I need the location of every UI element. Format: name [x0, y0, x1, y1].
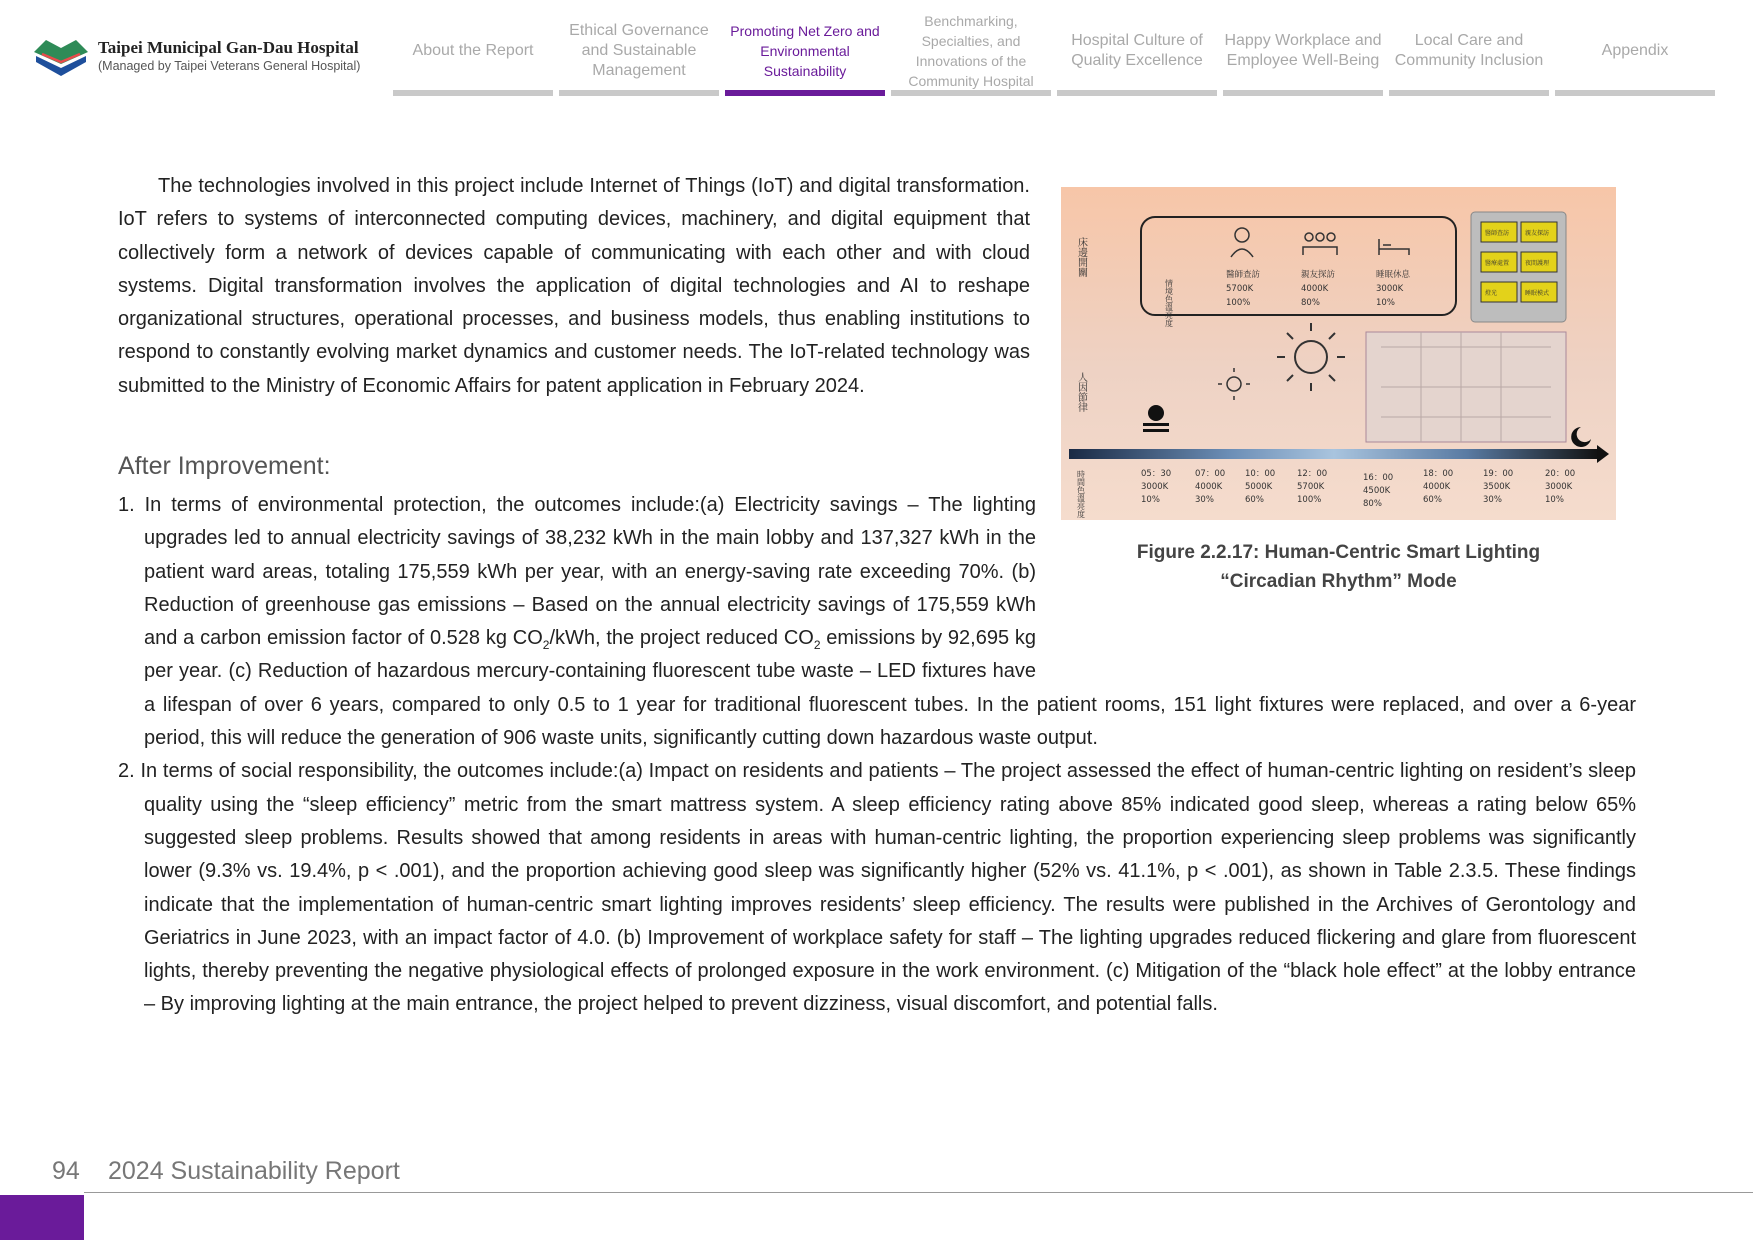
after-improvement-heading: After Improvement:	[118, 452, 331, 480]
list-item-environmental: 1. In terms of environmental protection, the outcomes include:(a) Electricity savings – The lighting upgrades led to annual electricity savings of 38,232 kWh in the main lobby and 137,327 kWh in the patient ward areas, totaling 175,559 kWh per year, with an energy-saving rate exceeding 70%. (b) Reduction of greenhouse gas emissions – Based on the annual electricity savings of 175,559 kWh and a carbon emission factor of 0.528 kg $CO_2$/kWh, the project reduced $CO_2$ emissions by 92,695 kg per year. (c) Reduction of hazardous mercury-containing fluorescent tube waste – LED fixtures have a lifespan of over 6 years, compared to only 0.5 to 1 year for traditional fluorescent tubes. In the patient rooms, 151 light fixtures were replaced, and over a 6-year period, this will reduce the generation of 906 waste units, significantly cutting down hazardous waste output.	[112, 489, 1636, 755]
tab-hospital-culture[interactable]: Hospital Culture of Quality Excellence	[1054, 20, 1220, 93]
schedule-brightness: 100%	[1297, 495, 1322, 505]
chapter-nav	[390, 13, 1718, 93]
schedule-time: 12：00	[1297, 469, 1328, 479]
report-title: 2024 Sustainability Report	[108, 1157, 400, 1185]
scene-brightness: 80%	[1301, 298, 1320, 308]
figure-caption: Figure 2.2.17: Human-Centric Smart Lighting “Circadian Rhythm” Mode	[1136, 542, 1541, 592]
tab-ethical-governance[interactable]: Ethical Governance and Sustainable Management	[556, 20, 722, 93]
scene-name: 醫師查訪	[1226, 270, 1261, 280]
schedule-brightness: 30%	[1195, 495, 1214, 505]
scene-brightness: 10%	[1376, 298, 1395, 308]
schedule-time: 19：00	[1483, 469, 1514, 479]
tab-underline	[393, 90, 553, 96]
side-label-rhythm: 人因節律	[1075, 372, 1087, 412]
schedule-brightness: 10%	[1141, 495, 1160, 505]
bedside-switch-label: 夜間護理	[1525, 260, 1550, 267]
tab-appendix[interactable]: Appendix	[1552, 20, 1718, 93]
scene-brightness: 100%	[1226, 298, 1251, 308]
schedule-brightness: 60%	[1245, 495, 1264, 505]
tab-underline	[1555, 90, 1715, 96]
schedule-cct: 3500K	[1483, 482, 1511, 492]
schedule-cct: 5000K	[1245, 482, 1273, 492]
schedule-brightness: 10%	[1545, 495, 1564, 505]
schedule-cct: 3000K	[1141, 482, 1169, 492]
schedule-brightness: 80%	[1363, 499, 1382, 509]
tab-underline	[1389, 90, 1549, 96]
bedside-switch-label: 醫師查訪	[1485, 230, 1510, 237]
hospital-name: Taipei Municipal Gan-Dau Hospital	[98, 38, 359, 57]
tab-about-report[interactable]: About the Report	[390, 20, 556, 93]
schedule-time: 10：00	[1245, 469, 1276, 479]
bedside-switch-label: 親友探訪	[1525, 230, 1550, 237]
bedside-switch-label: 睡眠模式	[1525, 290, 1550, 297]
schedule-cct: 3000K	[1545, 482, 1573, 492]
footer-accent-block	[0, 1195, 84, 1240]
tab-underline	[1223, 90, 1383, 96]
tab-happy-workplace[interactable]: Happy Workplace and Employee Well-Being	[1220, 20, 1386, 93]
hospital-logo[interactable]	[32, 34, 360, 78]
tab-benchmarking[interactable]: Benchmarking, Specialties, and Innovations of the Community Hospital	[888, 20, 1054, 93]
tab-net-zero[interactable]: Promoting Net Zero and Environmental Sustainability	[722, 20, 888, 93]
hospital-logo-icon	[32, 34, 90, 78]
list-item-social: 2. In terms of social responsibility, the outcomes include:(a) Impact on residents and patients – The project assessed the effect of human-centric lighting on resident’s sleep quality using the “sleep efficiency” metric from the smart mattress system. A sleep efficiency rating above 85% indicated good sleep, whereas a rating below 65% suggested sleep problems. Results showed that among residents in areas with human-centric lighting, the proportion experiencing sleep problems was significantly lower (9.3% vs. 19.4%, p < .001), and the proportion achieving good sleep was significantly higher (52% vs. 41.1%, p < .001), as shown in Table 2.3.5. These findings indicate that the implementation of human-centric smart lighting improves residents’ sleep efficiency. The results were published in the Archives of Gerontology and Geriatrics in June 2023, with an impact factor of 4.0. (b) Improvement of workplace safety for staff – The lighting upgrades reduced flickering and glare from fluorescent lights, thereby preventing the negative physiological effects of prolonged exposure in the work environment. (c) Mitigation of the “black hole effect” at the lobby entrance – By improving lighting at the main entrance, the project helped to prevent dizziness, visual discomfort, and potential falls.	[118, 760, 1636, 1016]
tab-underline	[1057, 90, 1217, 96]
schedule-time: 07：00	[1195, 469, 1226, 479]
schedule-time: 05：30	[1141, 469, 1172, 479]
scene-cct: 4000K	[1301, 284, 1329, 294]
scene-name: 親友探訪	[1301, 270, 1336, 280]
page-number: 94	[52, 1157, 80, 1185]
schedule-time: 18：00	[1423, 469, 1454, 479]
intro-paragraph: The technologies involved in this project include Internet of Things (IoT) and digital transformation. IoT refers to systems of interconnected computing devices, machinery, and digital equipment that collectively form a network of devices capable of communicating with each other and with cloud systems. Digital transformation involves the application of digital technologies and AI to reshape organizational structures, operational processes, and business models, thus enabling institutions to respond to constantly evolving market dynamics and customer needs. The IoT-related technology was submitted to the Ministry of Economic Affairs for patent application in February 2024.	[118, 175, 1030, 397]
bedside-switch-label: 醫療處置	[1485, 260, 1510, 267]
tab-underline	[891, 90, 1051, 96]
schedule-cct: 4500K	[1363, 486, 1391, 496]
schedule-cct: 4000K	[1423, 482, 1451, 492]
timeline-bar	[1069, 449, 1599, 459]
circadian-lighting-figure	[1061, 187, 1616, 520]
schedule-time: 16：00	[1363, 473, 1394, 483]
scene-cct: 5700K	[1226, 284, 1254, 294]
schedule-time: 20：00	[1545, 469, 1576, 479]
tab-underline	[559, 90, 719, 96]
scene-name: 睡眠休息	[1376, 270, 1411, 280]
tab-local-care[interactable]: Local Care and Community Inclusion	[1386, 20, 1552, 93]
schedule-brightness: 30%	[1483, 495, 1502, 505]
bedside-switch-label: 燈光	[1485, 290, 1498, 297]
schedule-cct: 4000K	[1195, 482, 1223, 492]
side-label-time: 時間色溫亮度	[1076, 470, 1086, 518]
scene-cct: 3000K	[1376, 284, 1404, 294]
scene-row-labels: 情境色溫亮度	[1164, 279, 1174, 327]
hospital-subtitle: (Managed by Taipei Veterans General Hospital)	[98, 59, 361, 73]
side-label-switch: 床邊開關	[1075, 237, 1087, 277]
schedule-cct: 5700K	[1297, 482, 1325, 492]
schedule-brightness: 60%	[1423, 495, 1442, 505]
tab-underline-active	[725, 90, 885, 96]
footer-divider	[84, 1192, 1753, 1193]
